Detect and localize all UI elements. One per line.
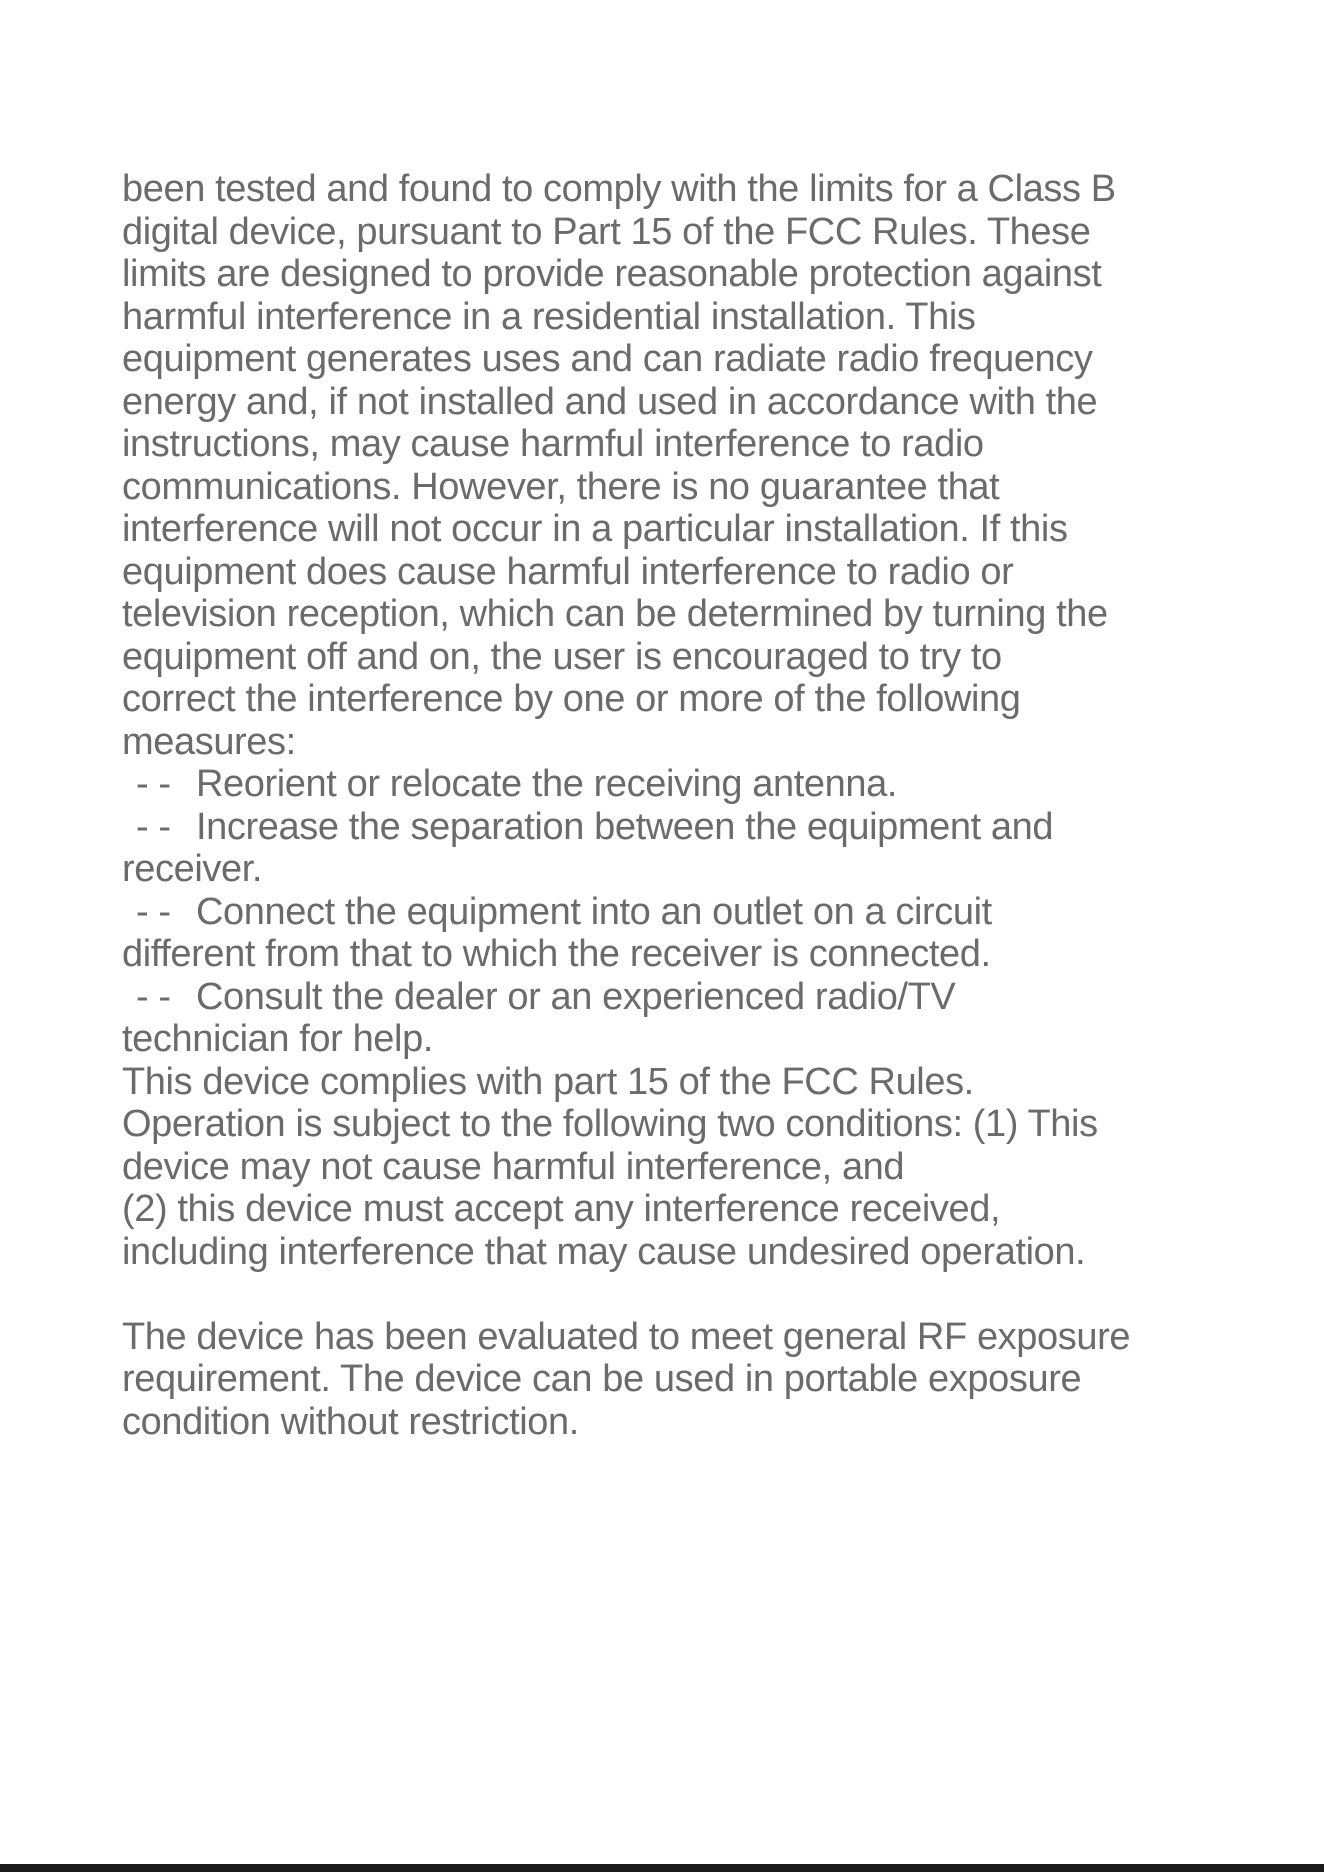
text-line: limits are designed to provide reasonable protection against <box>122 253 1102 295</box>
list-item-text: Increase the separation between the equipment and <box>196 805 1054 848</box>
text-line: correct the interference by one or more of the following <box>122 678 1021 720</box>
rf-exposure-paragraph <box>122 1316 1212 1444</box>
list-item-text: Connect the equipment into an outlet on a circuit <box>196 890 992 933</box>
list-item <box>122 976 1212 1061</box>
text-line: including interference that may cause undesired operation. <box>122 1230 1086 1273</box>
text-line: measures: <box>122 720 296 763</box>
dash-marker: - - <box>136 805 171 848</box>
fcc-compliance-paragraph <box>122 168 1212 763</box>
text-line: communications. However, there is no guarantee that <box>122 465 1000 508</box>
list-item <box>122 891 1212 976</box>
text-line: Operation is subject to the following two conditions: (1) This <box>122 1103 1098 1145</box>
measures-list <box>122 763 1212 1061</box>
list-item <box>122 763 1212 806</box>
dash-marker: - - <box>136 975 171 1018</box>
text-line: digital device, pursuant to Part 15 of the FCC Rules. These <box>122 210 1091 253</box>
part15-conditions-paragraph <box>122 1061 1212 1274</box>
list-item-continuation: receiver. <box>122 848 263 890</box>
list-item-text: Consult the dealer or an experienced radio/TV <box>196 975 956 1018</box>
fcc-statement <box>122 168 1212 1443</box>
text-line: equipment does cause harmful interference to radio or <box>122 550 1014 593</box>
text-line: instructions, may cause harmful interference to radio <box>122 423 984 465</box>
paragraph-spacer <box>122 1273 1212 1316</box>
text-line: requirement. The device can be used in portable exposure <box>122 1358 1082 1400</box>
bottom-edge-bar <box>0 1864 1324 1872</box>
text-line: equipment generates uses and can radiate radio frequency <box>122 338 1093 380</box>
text-line: equipment off and on, the user is encouraged to try to <box>122 635 1002 678</box>
text-line: interference will not occur in a particular installation. If this <box>122 508 1068 550</box>
text-line: energy and, if not installed and used in accordance with the <box>122 380 1098 423</box>
list-item-text: Reorient or relocate the receiving antenna. <box>196 763 898 805</box>
text-line: condition without restriction. <box>122 1400 579 1443</box>
dash-marker: - - <box>136 890 171 933</box>
text-line: television reception, which can be determined by turning the <box>122 593 1108 635</box>
list-item-continuation: technician for help. <box>122 1018 433 1060</box>
list-item-continuation: different from that to which the receiver is connected. <box>122 933 991 975</box>
list-item <box>122 806 1212 891</box>
text-line: harmful interference in a residential installation. This <box>122 295 976 338</box>
dash-marker: - - <box>136 763 171 805</box>
text-line: The device has been evaluated to meet general RF exposure <box>122 1315 1131 1358</box>
text-line: (2) this device must accept any interference received, <box>122 1188 1001 1230</box>
text-line: This device complies with part 15 of the FCC Rules. <box>122 1060 974 1103</box>
text-line: been tested and found to comply with the limits for a Class B <box>122 168 1116 210</box>
text-line: device may not cause harmful interference, and <box>122 1145 905 1188</box>
